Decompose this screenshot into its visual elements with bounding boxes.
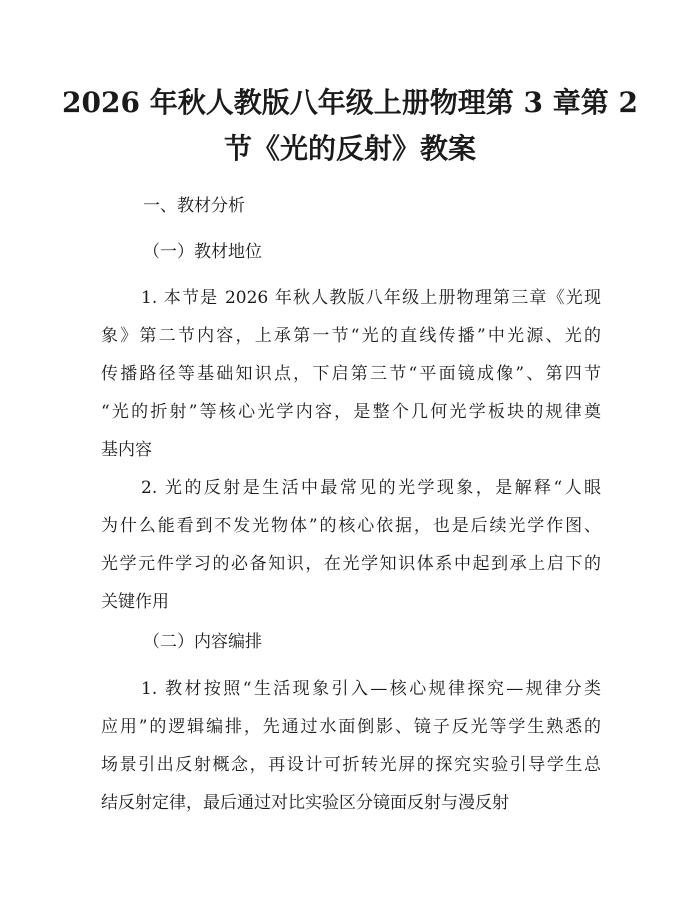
- document-title-line-1: 2026 年秋人教版八年级上册物理第 3 章第 2: [62, 86, 638, 119]
- paragraph-2-line: 关键作用: [101, 592, 169, 612]
- paragraph-3-line: 应用”的逻辑编排，先通过水面倒影、镜子反光等学生熟悉的: [101, 717, 601, 737]
- paragraph-1: [101, 287, 601, 461]
- paragraph-3-line: 结反射定律，最后通过对比实验区分镜面反射与漫反射: [101, 793, 509, 813]
- paragraph-3: [101, 678, 601, 814]
- section-heading-textbook-analysis: 一、教材分析: [143, 196, 245, 216]
- paragraph-2: [101, 477, 601, 613]
- paragraph-3-line: 1. 教材按照“生活现象引入—核心规律探究—规律分类: [141, 679, 601, 699]
- document-title-line-2: 节《光的反射》教案: [223, 132, 476, 165]
- paragraph-1-line: “光的折射”等核心光学内容，是整个几何光学板块的规律奠: [101, 402, 601, 422]
- subsection-heading-content-arrangement: （二）内容编排: [143, 632, 262, 652]
- paragraph-2-line: 为什么能看到不发光物体”的核心依据，也是后续光学作图、: [101, 516, 601, 536]
- paragraph-1-line: 象》第二节内容，上承第一节“光的直线传播”中光源、光的: [101, 326, 601, 346]
- paragraph-3-line: 场景引出反射概念，再设计可折转光屏的探究实验引导学生总: [101, 755, 601, 775]
- subsection-heading-textbook-status: （一）教材地位: [143, 242, 262, 262]
- paragraph-1-line: 传播路径等基础知识点，下启第三节“平面镜成像”、第四节: [101, 364, 601, 384]
- paragraph-2-line: 2. 光的反射是生活中最常见的光学现象，是解释“人眼: [141, 478, 601, 498]
- paragraph-1-line: 1. 本节是 2026 年秋人教版八年级上册物理第三章《光现: [141, 288, 601, 308]
- paragraph-1-line: 基内容: [101, 440, 152, 460]
- paragraph-2-line: 光学元件学习的必备知识，在光学知识体系中起到承上启下的: [101, 554, 601, 574]
